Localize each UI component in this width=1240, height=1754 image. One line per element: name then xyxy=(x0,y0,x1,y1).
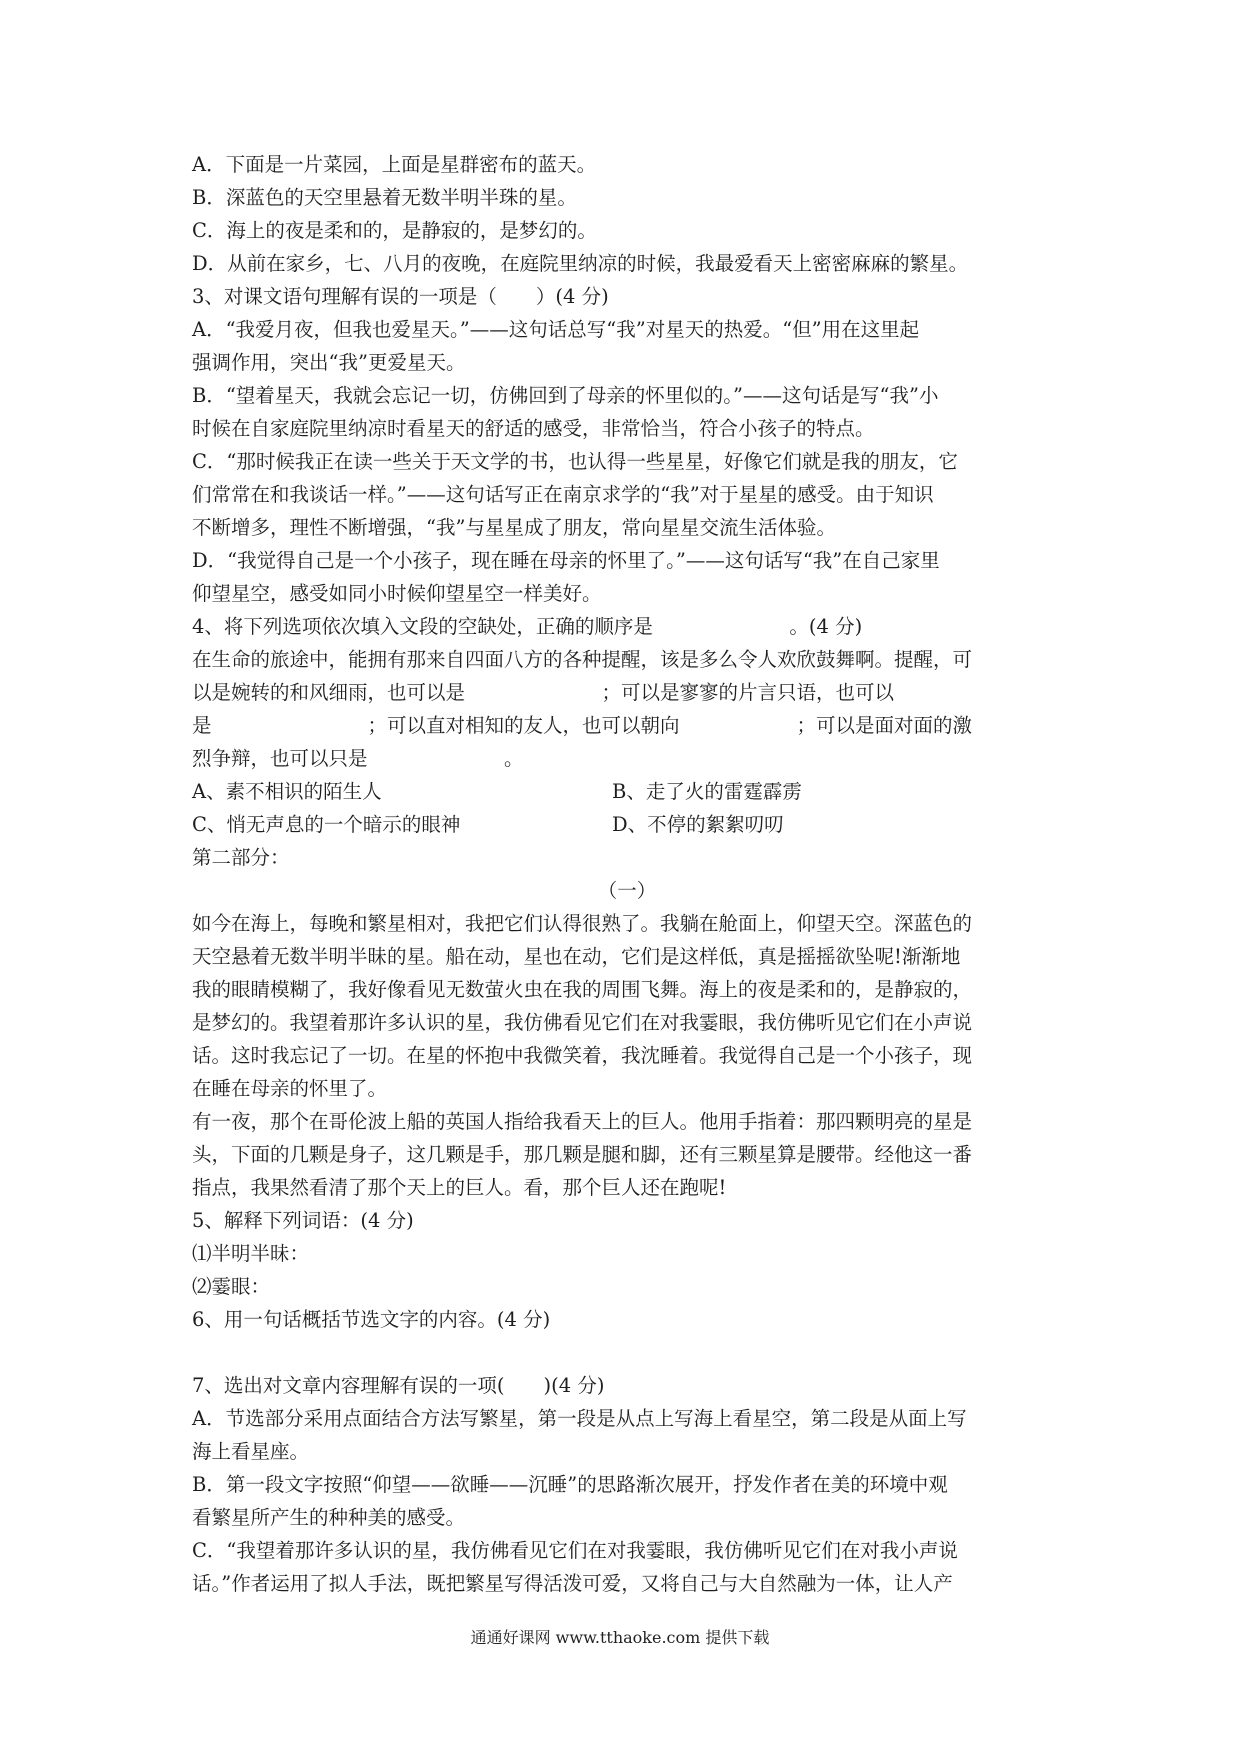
text-line: A．“我爱月夜，但我也爱星天。”——这句话总写“我”对星天的热爱。“但”用在这里起 xyxy=(192,318,920,341)
text-line: 天空悬着无数半明半昧的星。船在动，星也在动，它们是这样低，真是摇摇欲坠呢!渐渐地 xyxy=(192,945,961,968)
document-body xyxy=(192,148,1062,1600)
text-line: B．深蓝色的天空里悬着无数半明半珠的星。 xyxy=(192,186,577,209)
text-line: 第二部分： xyxy=(192,846,290,869)
text-line: 话。”作者运用了拟人手法，既把繁星写得活泼可爱，又将自己与大自然融为一体，让人产 xyxy=(192,1572,953,1595)
page-footer[interactable]: 通通好课网 www.tthaoke.com 提供下载 xyxy=(470,1628,770,1647)
text-line: 我的眼睛模糊了，我好像看见无数萤火虫在我的周围飞舞。海上的夜是柔和的，是静寂的， xyxy=(192,978,973,1001)
option-left: C、悄无声息的一个暗示的眼神 xyxy=(192,813,461,836)
text-line: 7、选出对文章内容理解有误的一项( )(4 分) xyxy=(192,1374,605,1397)
blank-space xyxy=(192,1336,1062,1369)
option-right: D、不停的絮絮叨叨 xyxy=(612,813,784,836)
text-line: 4、将下列选项依次填入文段的空缺处，正确的顺序是 。(4 分) xyxy=(192,615,863,638)
text-line: ⑴半明半昧： xyxy=(192,1242,310,1265)
text-line: 以是婉转的和风细雨，也可以是 ；可以是寥寥的片言只语，也可以 xyxy=(192,681,895,704)
text-line: 是 ；可以直对相知的友人，也可以朝向 ；可以是面对面的激 xyxy=(192,714,973,737)
text-line: 仰望星空，感受如同小时候仰望星空一样美好。 xyxy=(192,582,602,605)
text-line: 指点，我果然看清了那个天上的巨人。看，那个巨人还在跑呢! xyxy=(192,1176,727,1199)
text-line: 海上看星座。 xyxy=(192,1440,310,1463)
section-heading: （一） xyxy=(597,879,657,902)
text-line: 不断增多，理性不断增强，“我”与星星成了朋友，常向星星交流生活体验。 xyxy=(192,516,836,539)
text-line: A．节选部分采用点面结合方法写繁星，第一段是从点上写海上看星空，第二段是从面上写 xyxy=(192,1407,967,1430)
text-line: C．海上的夜是柔和的，是静寂的，是梦幻的。 xyxy=(192,219,597,242)
option-row xyxy=(192,775,1062,808)
text-line: D．从前在家乡，七、八月的夜晚，在庭院里纳凉的时候，我最爱看天上密密麻麻的繁星。 xyxy=(192,252,969,275)
text-line: B．“望着星天，我就会忘记一切，仿佛回到了母亲的怀里似的。”——这句话是写“我”小 xyxy=(192,384,939,407)
text-line: 5、解释下列词语：(4 分) xyxy=(192,1209,414,1232)
text-line: 6、用一句话概括节选文字的内容。(4 分) xyxy=(192,1308,551,1331)
text-line: C．“那时候我正在读一些关于天文学的书，也认得一些星星，好像它们就是我的朋友，它 xyxy=(192,450,958,473)
text-line: 3、对课文语句理解有误的一项是（ ）(4 分) xyxy=(192,285,609,308)
text-line: 话。这时我忘记了一切。在星的怀抱中我微笑着，我沈睡着。我觉得自己是一个小孩子，现 xyxy=(192,1044,973,1067)
text-line: B．第一段文字按照“仰望——欲睡——沉睡”的思路渐次展开，抒发作者在美的环境中观 xyxy=(192,1473,948,1496)
option-right: B、走了火的雷霆霹雳 xyxy=(612,780,802,803)
text-line: 看繁星所产生的种种美的感受。 xyxy=(192,1506,466,1529)
text-line: 强调作用，突出“我”更爱星天。 xyxy=(192,351,466,374)
text-line: 头，下面的几颗是身子，这几颗是手，那几颗是腿和脚，还有三颗星算是腰带。经他这一番 xyxy=(192,1143,973,1166)
text-line: C．“我望着那许多认识的星，我仿佛看见它们在对我霎眼，我仿佛听见它们在对我小声说 xyxy=(192,1539,958,1562)
text-line: A．下面是一片菜园，上面是星群密布的蓝天。 xyxy=(192,153,597,176)
text-line: D．“我觉得自己是一个小孩子，现在睡在母亲的怀里了。”——这句话写“我”在自己家里 xyxy=(192,549,940,572)
text-line: 时候在自家庭院里纳凉时看星天的舒适的感受，非常恰当，符合小孩子的特点。 xyxy=(192,417,875,440)
text-line: 在生命的旅途中，能拥有那来自四面八方的各种提醒，该是多么令人欢欣鼓舞啊。提醒，可 xyxy=(192,648,973,671)
text-line: ⑵霎眼： xyxy=(192,1275,271,1298)
text-line: 们常常在和我谈话一样。”——这句话写正在南京求学的“我”对于星星的感受。由于知识 xyxy=(192,483,934,506)
option-row xyxy=(192,808,1062,841)
text-line: 是梦幻的。我望着那许多认识的星，我仿佛看见它们在对我霎眼，我仿佛听见它们在小声说 xyxy=(192,1011,973,1034)
text-line: 烈争辩，也可以只是 。 xyxy=(192,747,524,770)
option-left: A、素不相识的陌生人 xyxy=(192,780,382,803)
text-line: 有一夜，那个在哥伦波上船的英国人指给我看天上的巨人。他用手指着：那四颗明亮的星是 xyxy=(192,1110,973,1133)
text-line: 如今在海上，每晚和繁星相对，我把它们认得很熟了。我躺在舱面上，仰望天空。深蓝色的 xyxy=(192,912,973,935)
text-line: 在睡在母亲的怀里了。 xyxy=(192,1077,388,1100)
